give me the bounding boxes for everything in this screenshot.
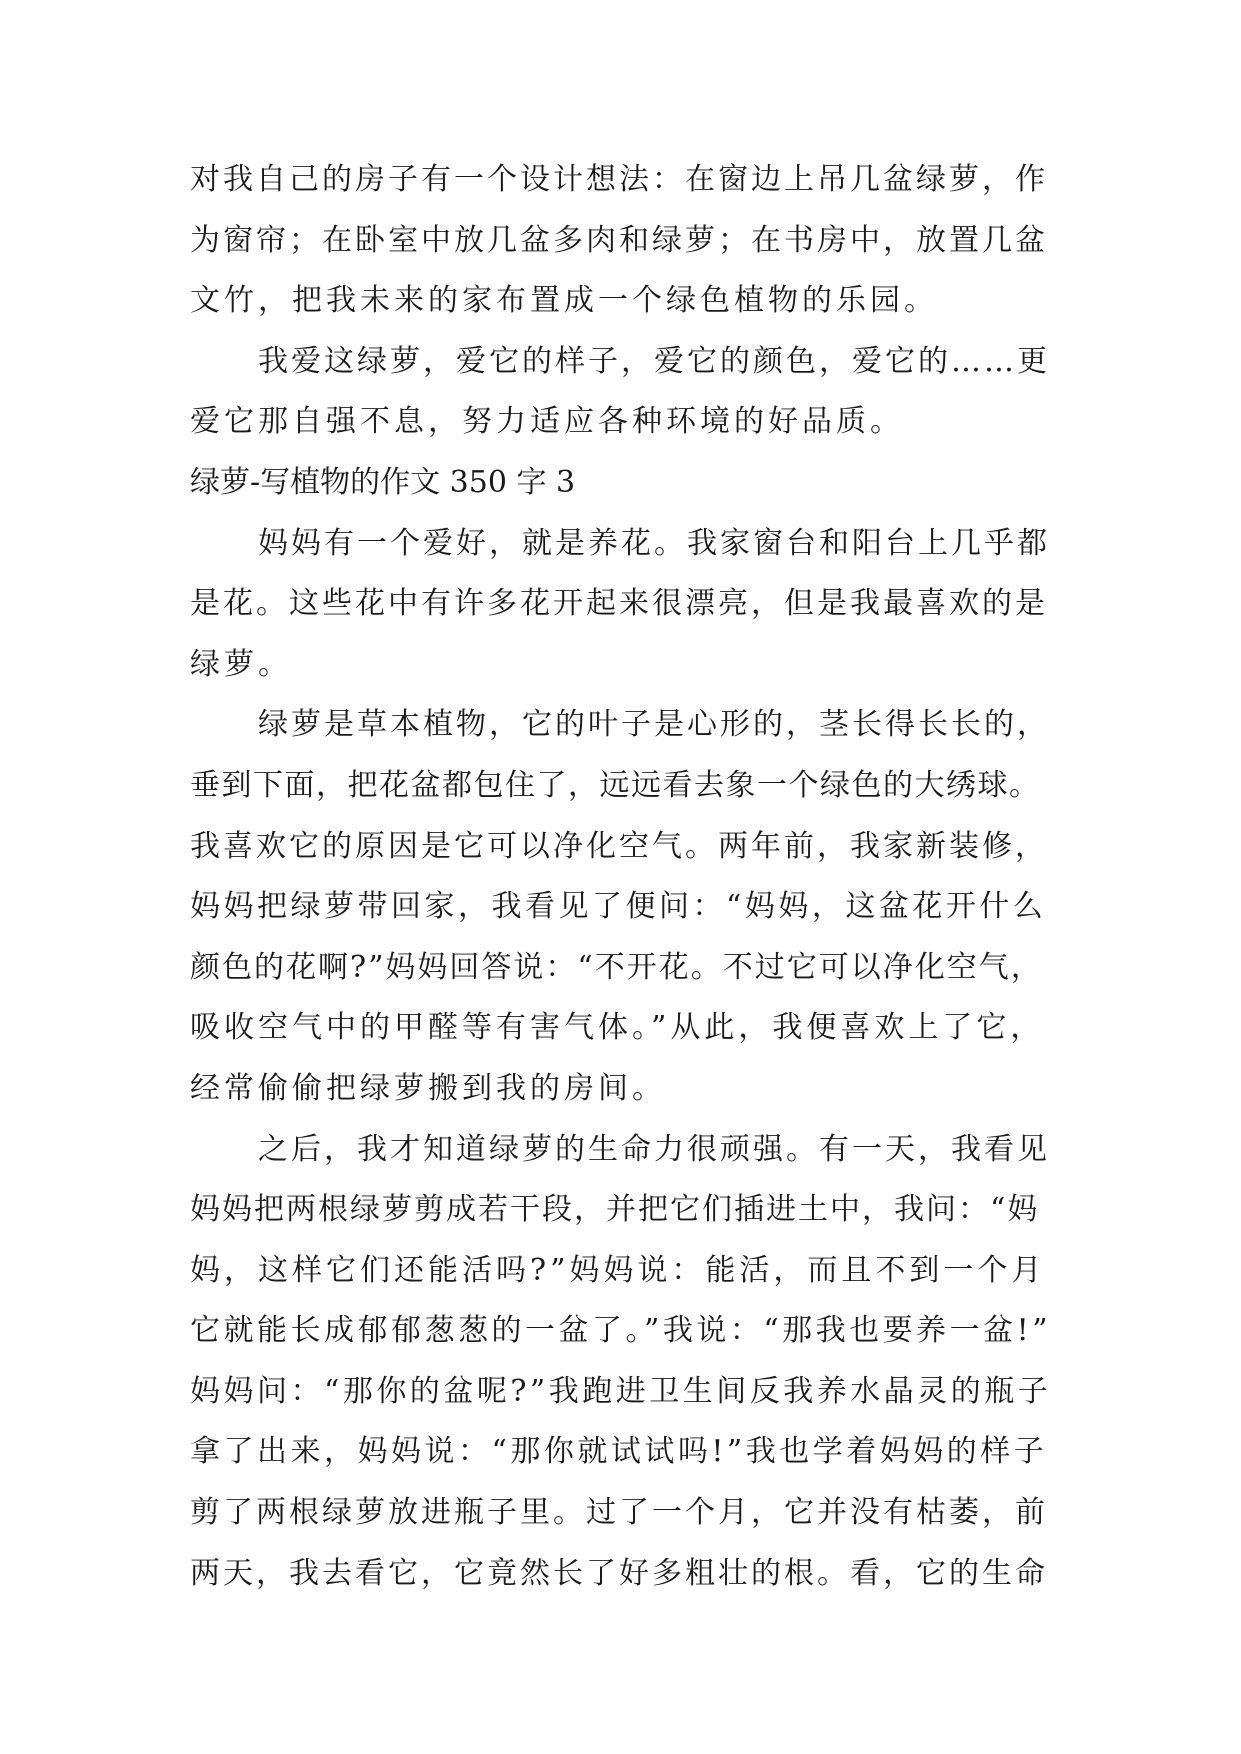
text-line: 绿萝。 <box>190 646 292 682</box>
text-line: 妈妈问：“那你的盆呢?”我跑进卫生间反我养水晶灵的瓶子 <box>190 1373 1052 1409</box>
text-line: 我爱这绿萝，爱它的样子，爱它的颜色，爱它的……更 <box>258 343 1050 379</box>
text-line: 它就能长成郁郁葱葱的一盆了。”我说：“那我也要养一盆!” <box>190 1313 1052 1349</box>
text-line: 绿萝是草本植物，它的叶子是心形的，茎长得长长的， <box>258 707 1050 743</box>
text-line: 颜色的花啊?”妈妈回答说：“不开花。不过它可以净化空气， <box>190 949 1043 985</box>
text-line: 对我自己的房子有一个设计想法：在窗边上吊几盆绿萝，作 <box>190 162 1048 197</box>
text-line: 吸收空气中的甲醛等有害气体。”从此，我便喜欢上了它， <box>190 1010 1045 1046</box>
text-line: 是花。这些花中有许多花开起来很漂亮，但是我最喜欢的是 <box>190 586 1048 622</box>
text-line: 妈，这样它们还能活吗?”妈妈说：能活，而且不到一个月 <box>190 1252 1046 1288</box>
section-heading: 绿萝-写植物的作文 350 字 3 <box>190 464 576 500</box>
text-line: 之后，我才知道绿萝的生命力很顽强。有一天，我看见 <box>258 1131 1050 1167</box>
text-line: 妈妈有一个爱好，就是养花。我家窗台和阳台上几乎都 <box>258 525 1050 561</box>
text-line: 文竹，把我未来的家布置成一个绿色植物的乐园。 <box>190 283 938 319</box>
text-line: 垂到下面，把花盆都包住了，远远看去象一个绿色的大绣球。 <box>190 767 1041 803</box>
text-line: 爱它那自强不息，努力适应各种环境的好品质。 <box>190 404 904 440</box>
text-line: 妈妈把绿萝带回家，我看见了便问：“妈妈，这盆花开什么 <box>190 889 1047 925</box>
text-line: 两天，我去看它，它竟然长了好多粗壮的根。看，它的生命 <box>190 1555 1048 1591</box>
document-page <box>190 150 1050 1604</box>
text-line: 为窗帘；在卧室中放几盆多肉和绿萝；在书房中，放置几盆 <box>190 222 1048 258</box>
text-line: 我喜欢它的原因是它可以净化空气。两年前，我家新装修， <box>190 828 1048 864</box>
text-line: 经常偷偷把绿萝搬到我的房间。 <box>190 1070 666 1106</box>
text-line: 剪了两根绿萝放进瓶子里。过了一个月，它并没有枯萎，前 <box>190 1495 1048 1531</box>
text-line: 拿了出来，妈妈说：“那你就试试吗!”我也学着妈妈的样子 <box>190 1434 1048 1470</box>
text-line: 妈妈把两根绿萝剪成若干段，并把它们插进土中，我问：“妈 <box>190 1192 1040 1228</box>
